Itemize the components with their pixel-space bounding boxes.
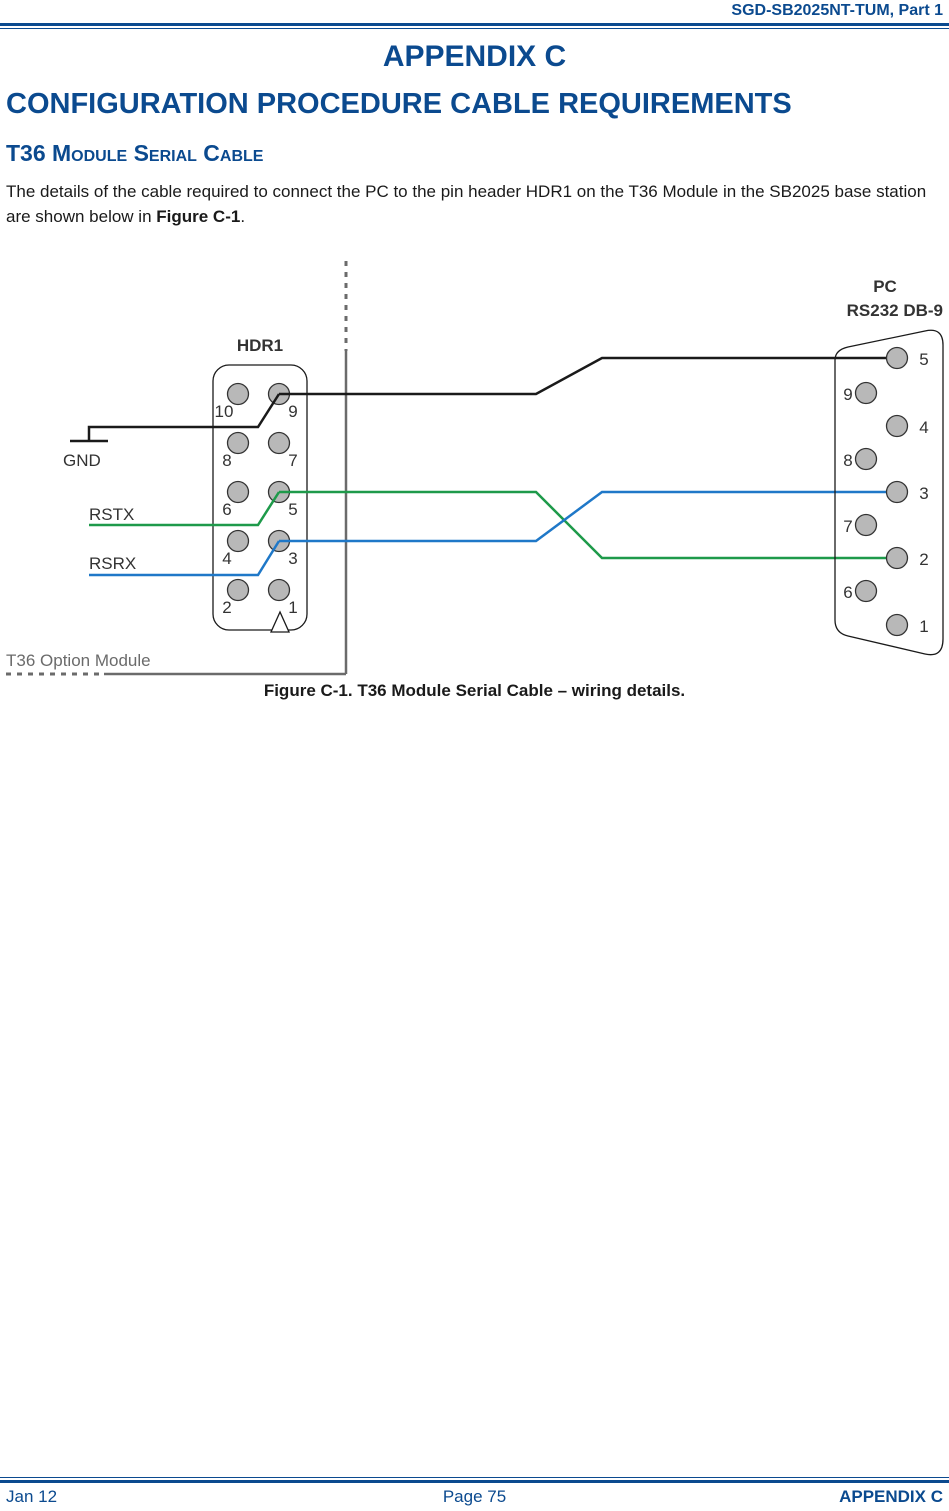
db9-pin-4: 4 bbox=[919, 418, 929, 437]
document-id: SGD-SB2025NT-TUM, Part 1 bbox=[731, 2, 943, 19]
footer-rule bbox=[0, 1480, 949, 1483]
intro-paragraph bbox=[6, 179, 944, 229]
hdr1-pin-3: 3 bbox=[288, 549, 298, 568]
paragraph-text: The details of the cable required to connect the PC to the pin header HDR1 on the T36 Module in the SB2025 base station are shown below in bbox=[6, 182, 927, 226]
hdr1-pin-8: 8 bbox=[222, 451, 232, 470]
signal-rsrx-label: RSRX bbox=[89, 554, 137, 573]
db9-pin-7: 7 bbox=[843, 517, 853, 536]
paragraph-end: . bbox=[240, 207, 246, 226]
hdr1-pin-10: 10 bbox=[214, 402, 234, 421]
db9-pin-6: 6 bbox=[843, 583, 853, 602]
gnd-wire bbox=[70, 358, 905, 441]
footer-page-number: Page 75 bbox=[442, 1487, 507, 1506]
header-rule-thin bbox=[0, 28, 949, 29]
subsection-title: T36 Module Serial Cable bbox=[6, 140, 264, 166]
signal-gnd-label: GND bbox=[63, 451, 101, 470]
db9-label: RS232 DB-9 bbox=[846, 301, 943, 320]
figure-reference: Figure C-1 bbox=[156, 207, 241, 226]
rsrx-wire bbox=[89, 492, 905, 575]
figure-caption: Figure C-1. T36 Module Serial Cable – wiring details. bbox=[263, 681, 686, 700]
hdr1-pin-2: 2 bbox=[222, 598, 232, 617]
hdr1-label: HDR1 bbox=[236, 336, 284, 355]
db9-pin-2: 2 bbox=[919, 550, 929, 569]
pin1-marker-triangle bbox=[271, 612, 289, 632]
hdr1-pin-4: 4 bbox=[222, 549, 232, 568]
appendix-title: APPENDIX C bbox=[382, 40, 567, 73]
db9-pin-9: 9 bbox=[843, 385, 853, 404]
signal-rstx-label: RSTX bbox=[89, 505, 135, 524]
footer-date: Jan 12 bbox=[6, 1487, 58, 1506]
section-title: CONFIGURATION PROCEDURE CABLE REQUIREMENTS bbox=[6, 88, 792, 120]
hdr1-pin-6: 6 bbox=[222, 500, 232, 519]
db9-pin-8: 8 bbox=[843, 451, 853, 470]
hdr1-pin-5: 5 bbox=[288, 500, 298, 519]
db9-pin-3: 3 bbox=[919, 484, 929, 503]
hdr1-pin-1: 1 bbox=[288, 598, 298, 617]
header-rule bbox=[0, 23, 949, 26]
module-label: T36 Option Module bbox=[6, 651, 151, 670]
pc-label: PC bbox=[873, 277, 897, 296]
db9-pin-1: 1 bbox=[919, 617, 929, 636]
hdr1-pin-9: 9 bbox=[288, 402, 298, 421]
rstx-wire bbox=[89, 492, 905, 558]
wiring-diagram bbox=[0, 255, 949, 680]
footer-rule-thin bbox=[0, 1477, 949, 1478]
footer-section: APPENDIX C bbox=[839, 1487, 943, 1506]
hdr1-pin-7: 7 bbox=[288, 451, 298, 470]
db9-pin-5: 5 bbox=[919, 350, 929, 369]
